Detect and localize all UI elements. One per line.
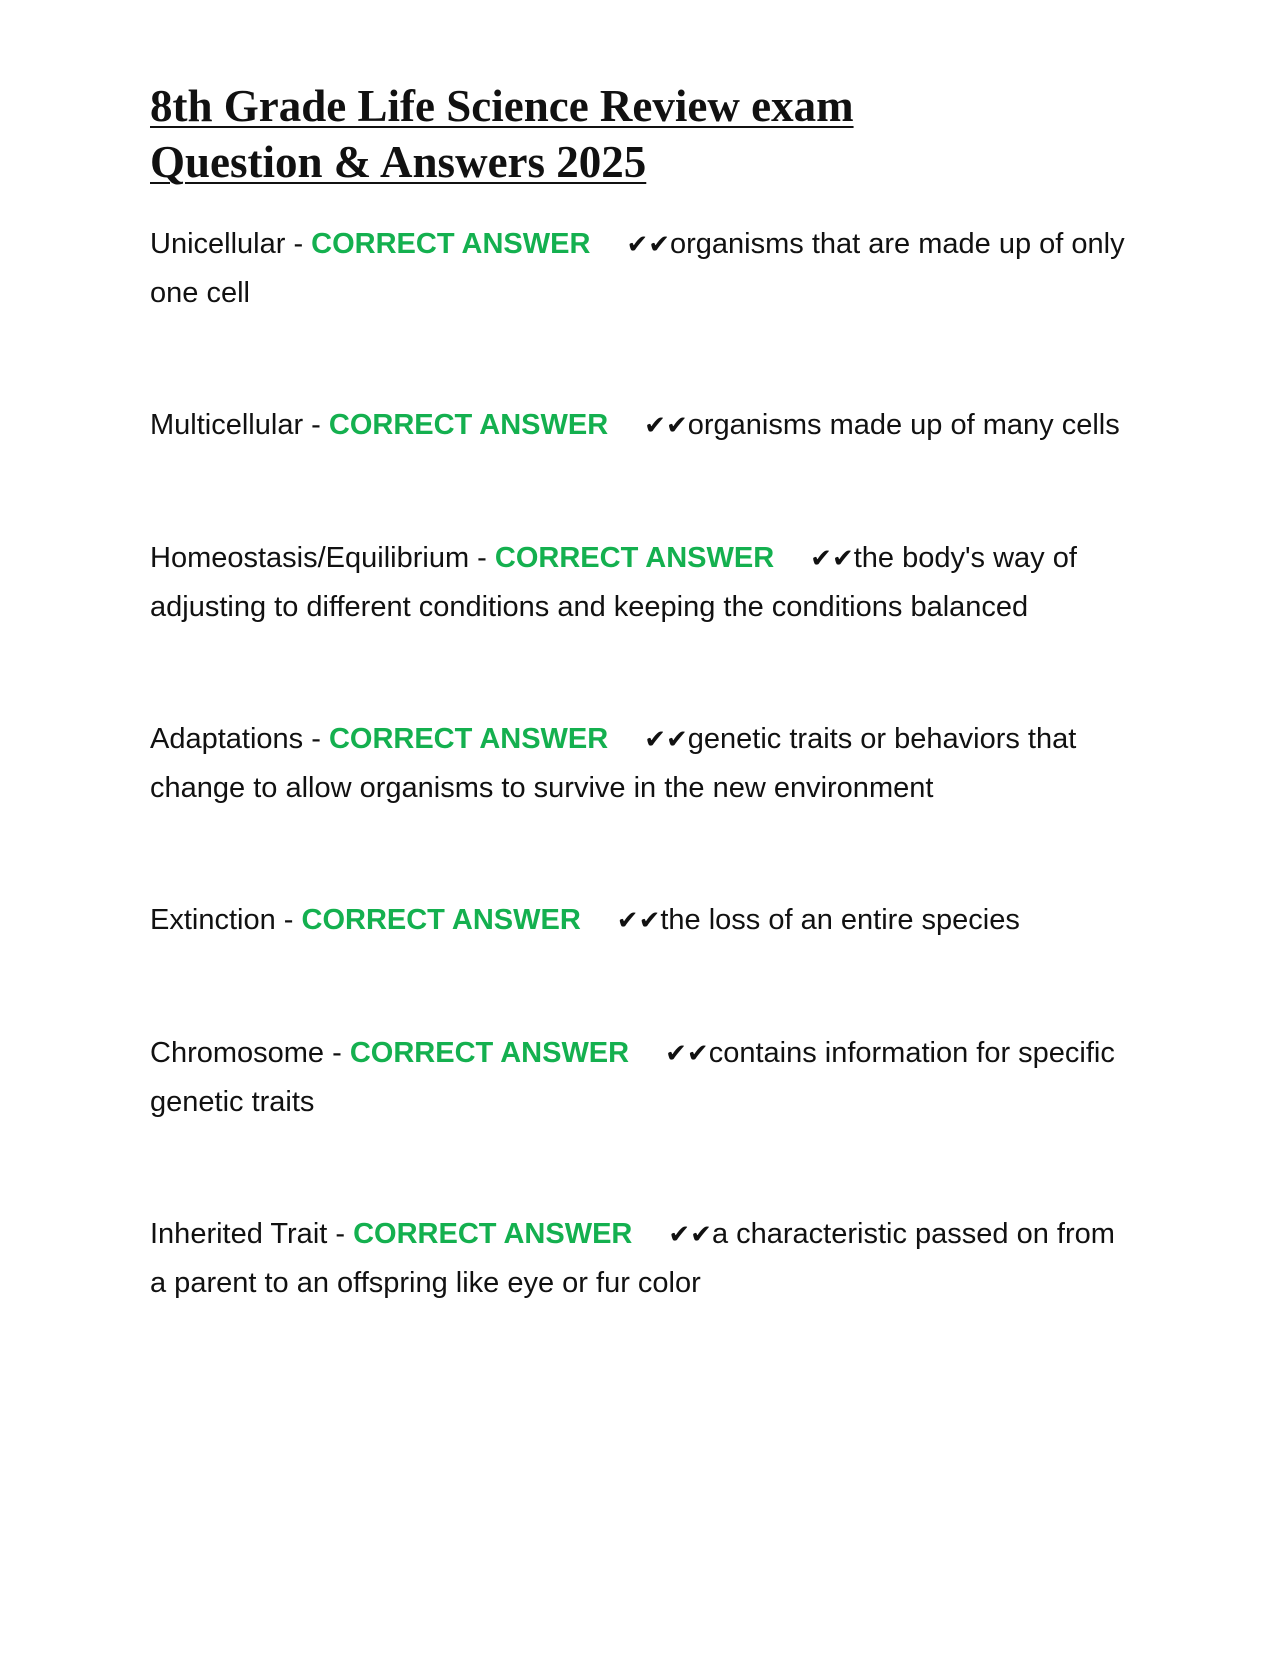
check-marks-icon: ✔✔ [644,725,688,755]
entry-definition: the loss of an entire species [660,904,1020,936]
entry-unicellular: Unicellular - CORRECT ANSWER ✔✔organisms that are made up of only one cell [150,220,1130,317]
check-marks-icon: ✔✔ [668,1220,712,1250]
check-marks-icon: ✔✔ [665,1039,709,1069]
entry-definition: contains information for specific genetic traits [150,1037,1115,1118]
check-marks-icon: ✔✔ [626,230,671,260]
document-title [150,78,1130,190]
title-line-2: Question & Answers 2025 [150,137,647,187]
entry-homeostasis: Homeostasis/Equilibrium - CORRECT ANSWER ✔✔the body's way of adjusting to different conditions and keeping the conditions balanced [150,534,1130,631]
entry-term: Extinction [150,904,276,936]
check-marks-icon: ✔✔ [644,411,688,441]
correct-answer-tag: CORRECT ANSWER [353,1218,633,1250]
correct-answer-tag: CORRECT ANSWER [301,904,581,936]
entry-list [150,220,1130,1307]
correct-answer-tag: CORRECT ANSWER [494,542,775,574]
entry-term: Unicellular [150,228,286,260]
entry-term: Multicellular [150,409,304,441]
entry-inherited-trait: Inherited Trait - CORRECT ANSWER ✔✔a characteristic passed on from a parent to an offspring like eye or fur color [150,1210,1130,1307]
entry-definition: organisms made up of many cells [687,409,1120,441]
entry-definition: a characteristic passed on from a parent to an offspring like eye or fur color [150,1218,1115,1299]
title-line-1: 8th Grade Life Science Review exam [150,81,854,131]
entry-definition: genetic traits or behaviors that change to allow organisms to survive in the new environment [150,723,1077,804]
check-marks-icon: ✔✔ [810,544,854,574]
correct-answer-tag: CORRECT ANSWER [311,228,591,260]
entry-chromosome: Chromosome - CORRECT ANSWER ✔✔contains information for specific genetic traits [150,1029,1130,1126]
entry-term: Chromosome [150,1037,325,1069]
entry-adaptations: Adaptations - CORRECT ANSWER ✔✔genetic traits or behaviors that change to allow organisms to survive in the new environment [150,715,1130,812]
entry-multicellular: Multicellular - CORRECT ANSWER ✔✔organisms made up of many cells [150,401,1130,450]
entry-definition: the body's way of adjusting to different conditions and keeping the conditions balanced [150,542,1077,623]
entry-extinction: Extinction - CORRECT ANSWER ✔✔the loss of an entire species [150,896,1130,945]
correct-answer-tag: CORRECT ANSWER [328,409,609,441]
entry-term: Homeostasis/Equilibrium [150,542,470,574]
correct-answer-tag: CORRECT ANSWER [349,1037,630,1069]
check-marks-icon: ✔✔ [616,906,661,936]
document-page [150,78,1130,1391]
correct-answer-tag: CORRECT ANSWER [328,723,609,755]
entry-term: Adaptations [150,723,304,755]
entry-definition: organisms that are made up of only one cell [150,228,1125,309]
entry-term: Inherited Trait [150,1218,328,1250]
